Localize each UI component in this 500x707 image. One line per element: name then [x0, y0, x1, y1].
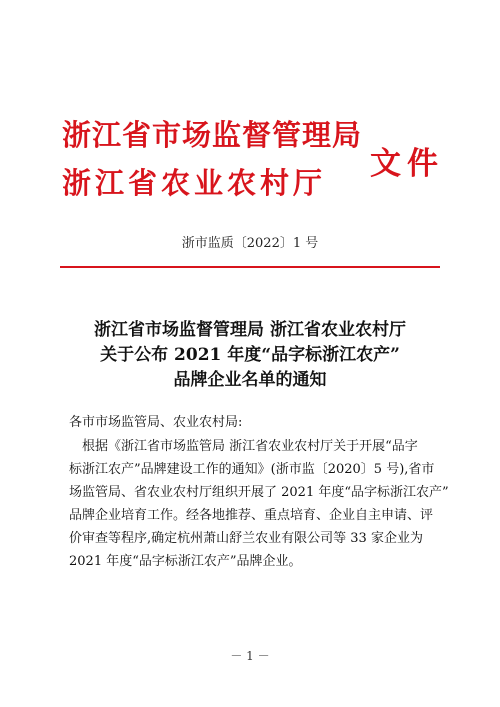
body-line: 场监管局、省农业农村厅组织开展了 2021 年度“品字标浙江农产” [69, 485, 449, 500]
addressee: 各市市场监管局、农业农村局: [69, 415, 243, 430]
body-line: 价审查等程序,确定杭州萧山舒兰农业有限公司等 33 家企业为 [69, 531, 423, 546]
red-divider [60, 266, 440, 268]
title-line-2: 关于公布 2021 年度“品字标浙江农产” [100, 345, 400, 365]
document-number: 浙市监质〔2022〕1 号 [181, 236, 319, 251]
body-line: 根据《浙江省市场监管局 浙江省农业农村厅关于开展“品字 [82, 439, 418, 454]
body-line: 标浙江农产”品牌建设工作的通知》(浙市监〔2020〕5 号),省市 [69, 462, 435, 477]
issuer-name-1: 浙江省市场监督管理局 [62, 118, 363, 152]
document-label: 文件 [370, 146, 444, 182]
red-header [62, 116, 442, 226]
title-line-3: 品牌企业名单的通知 [173, 370, 327, 390]
body-line: 2021 年度“品字标浙江农产”品牌企业。 [69, 554, 302, 569]
body-line: 品牌企业培育工作。经各地推荐、重点培育、企业自主申请、评 [69, 508, 434, 523]
notice-title [0, 318, 500, 393]
page-number: － 1 － [230, 649, 270, 663]
title-line-1: 浙江省市场监督管理局 浙江省农业农村厅 [94, 320, 406, 340]
issuer-name-2: 浙江省农业农村厅 [62, 166, 327, 200]
